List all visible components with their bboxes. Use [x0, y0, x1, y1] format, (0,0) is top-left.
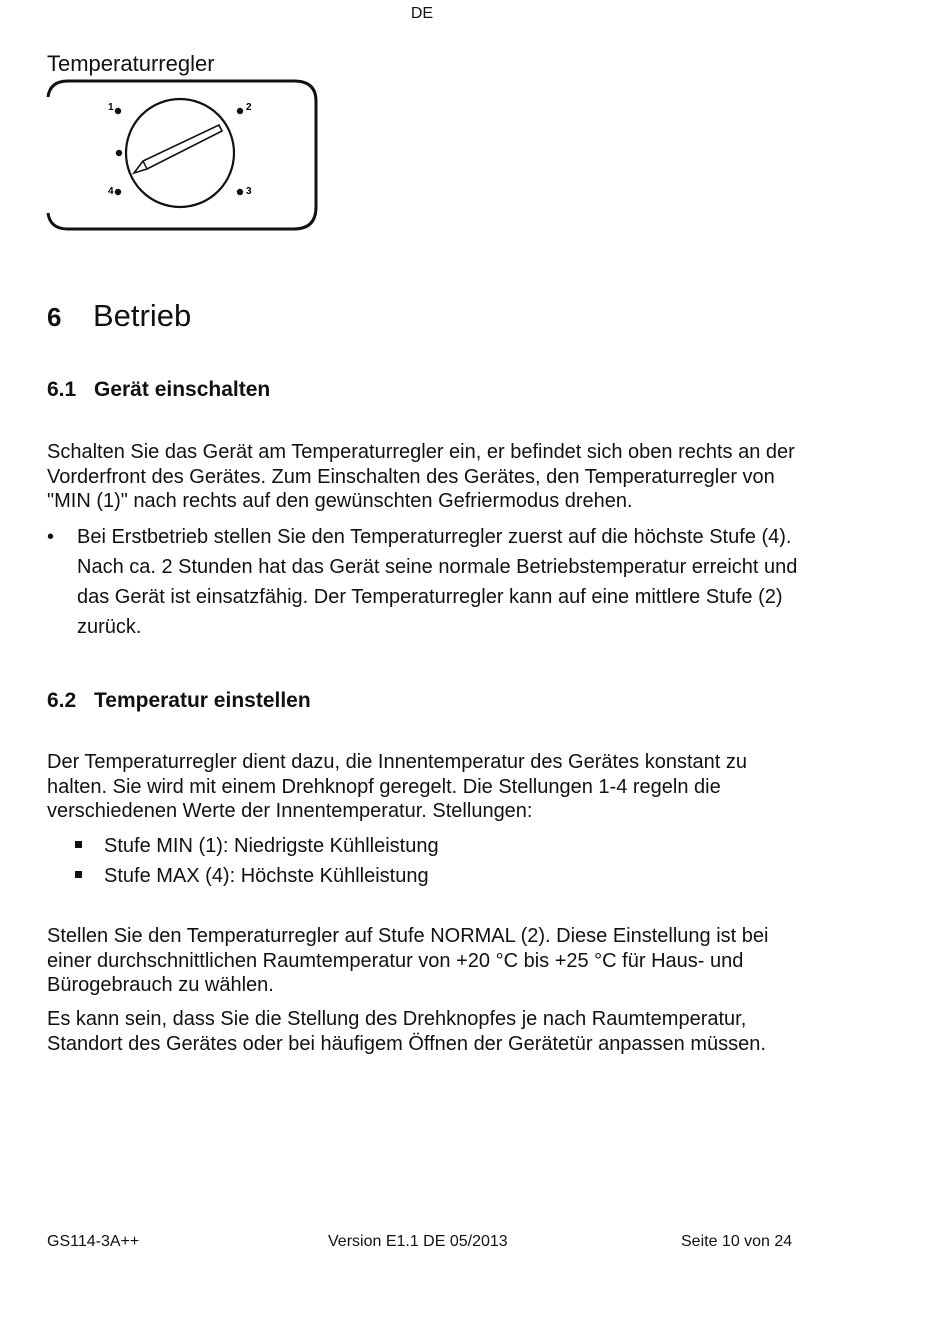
dial-label-4: 4	[108, 186, 114, 197]
square-bullet-icon	[75, 841, 82, 848]
temperature-dial-figure	[44, 77, 324, 237]
dial-dot-1	[115, 108, 121, 114]
dial-dot-mid	[116, 150, 122, 156]
square-bullet-icon	[75, 871, 82, 878]
footer-page-number: Seite 10 von 24	[681, 1233, 793, 1250]
dial-label-2: 2	[246, 102, 252, 113]
subsection-6-2-title: Temperatur einstellen	[94, 689, 311, 712]
dial-dot-2	[237, 108, 243, 114]
section-number: 6	[47, 302, 62, 332]
dial-dot-3	[237, 189, 243, 195]
list-item-text: Stufe MIN (1): Niedrigste Kühlleistung	[104, 835, 439, 857]
bullet-line: Bei Erstbetrieb stellen Sie den Temperaturregler zuerst auf die höchste Stufe (4).	[77, 526, 792, 548]
figure-caption: Temperaturregler	[47, 51, 215, 76]
dial-dot-4	[115, 189, 121, 195]
paragraph-line: Der Temperaturregler dient dazu, die Innentemperatur des Gerätes konstant zu	[47, 751, 748, 773]
paragraph-line: Standort des Gerätes oder bei häufigem Öffnen der Gerätetür anpassen müssen.	[47, 1032, 766, 1055]
temperature-dial-illustration	[44, 77, 324, 237]
subsection-6-2-paragraph-2	[47, 924, 887, 998]
paragraph-line: Bürogebrauch zu wählen.	[47, 974, 274, 996]
subsection-6-2-heading	[47, 689, 311, 713]
list-item	[75, 831, 439, 861]
dial-label-1: 1	[108, 102, 114, 113]
dial-label-3: 3	[246, 186, 252, 197]
paragraph-line: Stellen Sie den Temperaturregler auf Stufe NORMAL (2). Diese Einstellung ist bei	[47, 925, 769, 947]
dial-pointer-icon	[134, 125, 222, 173]
bullet-line: das Gerät ist einsatzfähig. Der Temperaturregler kann auf eine mittlere Stufe (2)	[77, 586, 783, 608]
subsection-6-1-paragraph	[47, 440, 887, 514]
paragraph-line: "MIN (1)" nach rechts auf den gewünschten Gefriermodus drehen.	[47, 490, 633, 512]
list-item	[75, 861, 429, 891]
paragraph-line: verschiedenen Werte der Innentemperatur. Stellungen:	[47, 800, 533, 822]
subsection-6-2-paragraph	[47, 750, 887, 824]
bullet-line: zurück.	[77, 616, 142, 638]
subsection-6-2-paragraph-3	[47, 1007, 887, 1056]
section-title: Betrieb	[93, 298, 192, 333]
paragraph-line: Vorderfront des Gerätes. Zum Einschalten des Gerätes, den Temperaturregler von	[47, 465, 775, 488]
paragraph-line: Es kann sein, dass Sie die Stellung des Drehknopfes je nach Raumtemperatur,	[47, 1008, 747, 1030]
subsection-6-1-heading	[47, 378, 270, 402]
paragraph-line: Schalten Sie das Gerät am Temperaturregler ein, er befindet sich oben rechts an der	[47, 441, 795, 463]
subsection-6-1-title: Gerät einschalten	[94, 378, 271, 401]
subsection-6-2-number: 6.2	[47, 689, 77, 712]
bullet-icon: •	[47, 526, 55, 548]
header-language-code: DE	[410, 5, 434, 22]
paragraph-line: einer durchschnittlichen Raumtemperatur von +20 °C bis +25 °C für Haus- und	[47, 949, 744, 972]
bullet-line: Nach ca. 2 Stunden hat das Gerät seine normale Betriebstemperatur erreicht und	[77, 556, 798, 578]
list-item-text: Stufe MAX (4): Höchste Kühlleistung	[104, 865, 429, 887]
footer-model: GS114-3A++	[47, 1233, 140, 1250]
footer-version: Version E1.1 DE 05/2013	[328, 1233, 508, 1250]
paragraph-line: halten. Sie wird mit einem Drehknopf geregelt. Die Stellungen 1-4 regeln die	[47, 775, 721, 798]
bullet-item	[47, 522, 887, 642]
subsection-6-1-number: 6.1	[47, 378, 77, 401]
